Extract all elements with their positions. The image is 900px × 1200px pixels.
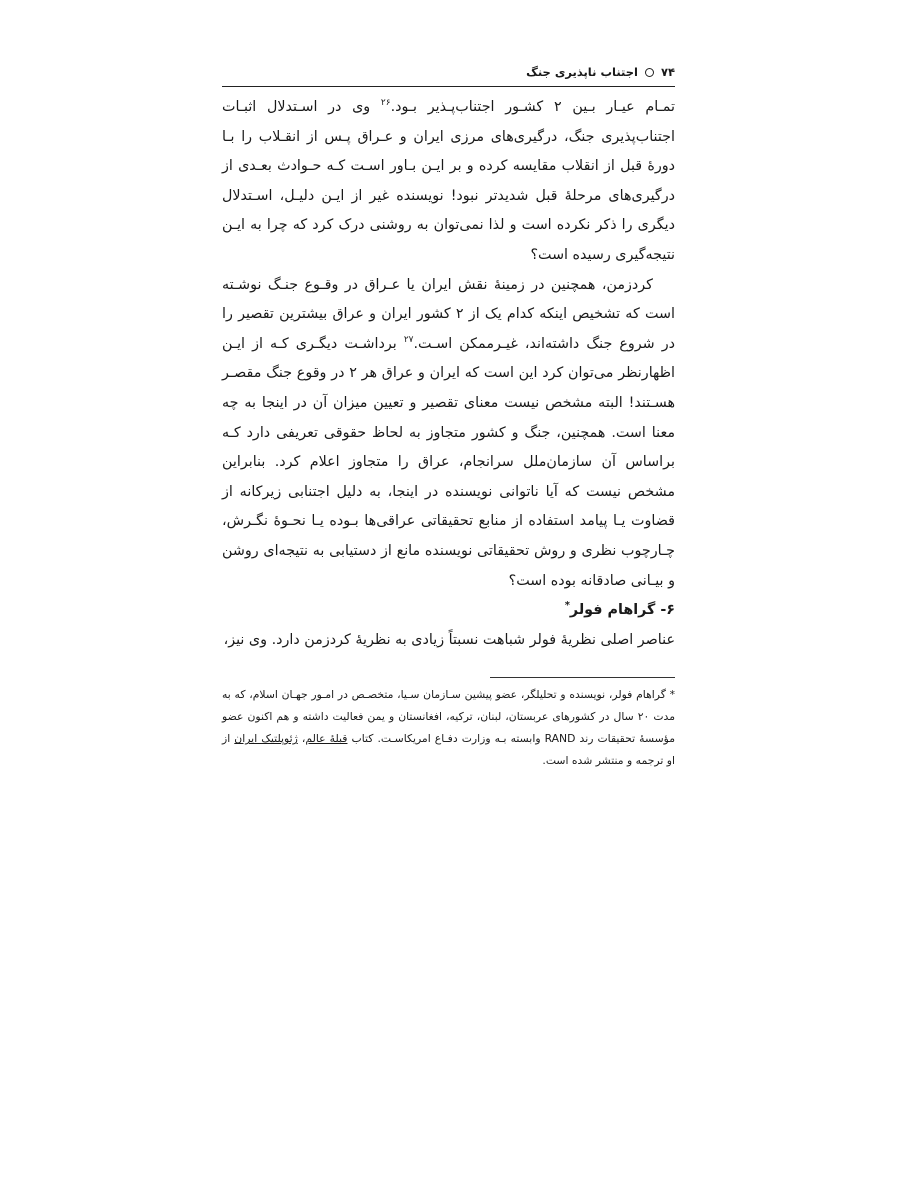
section-heading-text: ۶- گراهام فولر (569, 602, 675, 619)
paragraph-2 (222, 271, 675, 597)
footnote-book-title-2: ژئوپلتیک ایران (234, 732, 298, 746)
endnote-ref-26: ۲۶ (380, 98, 391, 109)
footnote-mark: * (564, 600, 570, 612)
paragraph-1 (222, 93, 675, 271)
book-page (222, 60, 675, 772)
header-rule (222, 86, 675, 87)
page-number: ۷۴ (660, 65, 675, 79)
footnote-rule (490, 677, 675, 678)
footnote-book-title-1: قبلهٔ عالم (305, 732, 348, 746)
running-head (222, 60, 675, 84)
section-heading (222, 596, 675, 626)
paragraph-2-part-b: برداشـت دیگـری کـه از ایـن اظهارنظر می‌توان کرد این است که ایران و عراق هر ۲ در وقوع جنگ مقصـر هسـتند! البته مشخص نیست معنای تقصیر و تعیین میزان آن در اینجا به چه معنا است. همچنین، جنگ و کشور متجاوز به لحاظ حقوقی تعریفی دارد کـه براساس آن سازمان‌ملل سرانجام، عراق را متجاوز اعلام کرد. بنابراین مشخص نیست که آیا ناتوانی نویسنده در اینجا، به دلیل اجتنابی زیرکانه از قضاوت یـا پیامد استفاده از منابع تحقیقاتی عراقی‌ها بـوده یـا نحـوهٔ نگـرش، چـارچوب نظری و روش تحقیقاتی نویسنده مانع از دستیابی به نتیجه‌ای روشن و بیـانی صادقانه بوده است؟ (222, 335, 675, 589)
paragraph-1-part-a: تمـام عیـار بـین ۲ کشـور اجتناب‌پـذیر بـود. (390, 99, 675, 115)
footnote-separator: ، (297, 732, 306, 746)
circle-separator-icon (645, 68, 654, 77)
paragraph-2-part-a: کردزمن، همچنین در زمینهٔ نقش ایران یا عـراق در وقـوع جنـگ نوشـته است که تشخیص اینکه کدام یک از ۲ کشور ایران و عراق بیشترین تقصیر را در شروع جنگ داشته‌اند، غیـرممکن اسـت. (222, 276, 675, 352)
footnote-part-b: از او ترجمه و منتشر شده است. (222, 732, 675, 768)
paragraph-3: عناصر اصلی نظریهٔ فولر شباهت نسبتاً زیادی به نظریهٔ کردزمن دارد. وی نیز، (223, 631, 675, 648)
body-text (222, 93, 675, 655)
book-title: اجتناب ناپذیری جنگ (526, 65, 638, 79)
footnote (222, 684, 675, 772)
paragraph-1-part-b: وی در اسـتدلال اثبـات اجتناب‌پذیری جنگ، درگیری‌های مرزی ایران و عـراق پـس از انقـلاب را بـا دورهٔ قبل از انقلاب مقایسه کرده و بر ایـن بـاور اسـت کـه حـوادث بعـدی از درگیری‌های مرحلهٔ قبل شدیدتر نبود! نویسنده غیر از ایـن دلیـل، اسـتدلال دیگری را ذکر نکرده است و لذا نمی‌توان به روشنی درک کرد که چرا به ایـن نتیجه‌گیری رسیده است؟ (222, 99, 675, 263)
endnote-ref-27: ۲۷ (403, 334, 414, 345)
footnote-part-a: * گراهام فولر، نویسنده و تحلیلگر، عضو پیشین سـازمان سـیا، متخصـص در امـور جهـان اسلام، که به مدت ۲۰ سال در کشورهای عربستان، لبنان، ترکیه، افغانستان و یمن فعالیت داشته و هم اکنون عضو مؤسسهٔ تحقیقات رند RAND وابسته بـه وزارت دفـاع امریکاسـت. کتاب (222, 688, 675, 746)
